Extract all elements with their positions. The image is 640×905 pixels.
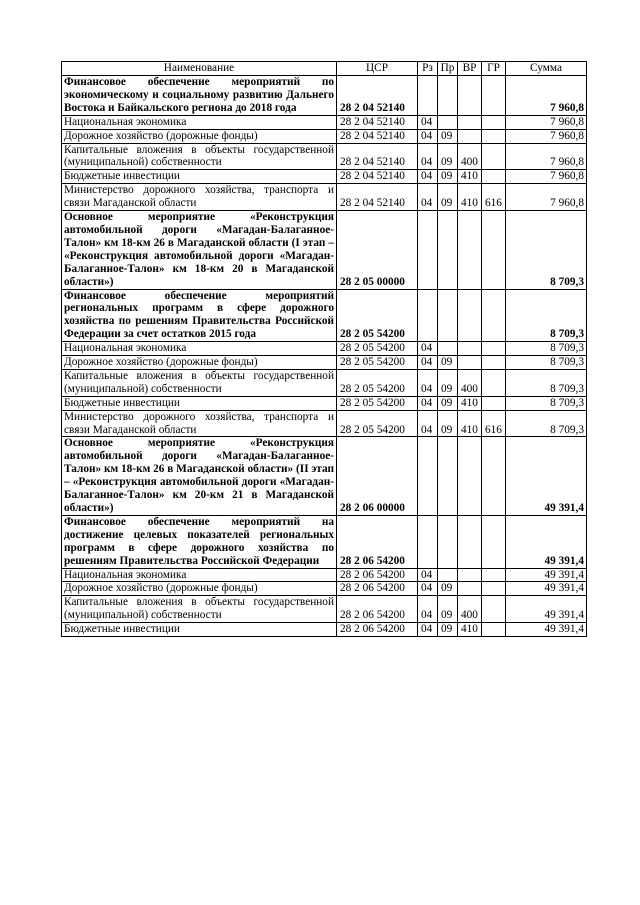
cell-name: Министерство дорожного хозяйства, транспорта и связи Магаданской области [62,184,337,211]
cell-gr [482,596,506,623]
cell-vr [458,568,482,582]
table-row [62,596,587,623]
cell-sum: 49 391,4 [506,437,587,515]
cell-gr [482,515,506,568]
cell-name: Основное мероприятие «Реконструкция автомобильной дороги «Магадан-Балаганное-Талон» км 18-км 26 в Магаданской области (I этап – «Реконструкция автомобильной дороги «Магадан-Балаганное-Талон» км 18-км 20 в Магаданской области») [62,211,337,289]
cell-rz [418,437,438,515]
cell-gr [482,396,506,410]
cell-sum: 49 391,4 [506,515,587,568]
table-row [62,211,587,289]
cell-rz: 04 [418,129,438,143]
cell-gr [482,582,506,596]
cell-gr [482,568,506,582]
cell-gr [482,369,506,396]
cell-gr [482,129,506,143]
cell-vr [458,342,482,356]
table-row [62,568,587,582]
header-row [62,62,587,76]
cell-gr [482,143,506,170]
cell-pr [438,76,458,116]
cell-csr: 28 2 05 54200 [337,369,418,396]
table-row [62,396,587,410]
cell-sum: 7 960,8 [506,143,587,170]
table-row [62,369,587,396]
cell-gr [482,115,506,129]
cell-rz: 04 [418,596,438,623]
cell-gr [482,342,506,356]
cell-vr: 410 [458,184,482,211]
table-row [62,76,587,116]
table-row [62,170,587,184]
cell-pr [438,515,458,568]
table-row [62,184,587,211]
cell-gr [482,76,506,116]
cell-rz: 04 [418,115,438,129]
cell-csr: 28 2 05 00000 [337,211,418,289]
cell-csr: 28 2 06 54200 [337,582,418,596]
table-row [62,115,587,129]
header-sum: Сумма [506,62,587,76]
cell-name: Министерство дорожного хозяйства, транспорта и связи Магаданской области [62,410,337,437]
cell-vr [458,76,482,116]
cell-sum: 49 391,4 [506,582,587,596]
cell-sum: 8 709,3 [506,410,587,437]
cell-rz: 04 [418,143,438,170]
cell-rz: 04 [418,396,438,410]
cell-pr: 09 [438,596,458,623]
cell-pr: 09 [438,170,458,184]
cell-sum: 49 391,4 [506,623,587,637]
table-row [62,289,587,342]
cell-name: Финансовое обеспечение мероприятий по экономическому и социальному развитию Дальнего Востока и Байкальского региона до 2018 года [62,76,337,116]
cell-pr: 09 [438,129,458,143]
cell-gr [482,170,506,184]
cell-csr: 28 2 06 54200 [337,568,418,582]
cell-name: Капитальные вложения в объекты государственной (муниципальной) собственности [62,369,337,396]
cell-name: Капитальные вложения в объекты государственной (муниципальной) собственности [62,143,337,170]
cell-pr [438,568,458,582]
cell-pr [438,115,458,129]
cell-csr: 28 2 05 54200 [337,396,418,410]
cell-csr: 28 2 05 54200 [337,289,418,342]
cell-csr: 28 2 06 54200 [337,596,418,623]
cell-gr [482,289,506,342]
cell-rz [418,515,438,568]
cell-rz: 04 [418,410,438,437]
table-row [62,437,587,515]
header-vr: ВР [458,62,482,76]
cell-pr [438,211,458,289]
cell-sum: 7 960,8 [506,115,587,129]
cell-csr: 28 2 05 54200 [337,356,418,370]
cell-name: Дорожное хозяйство (дорожные фонды) [62,582,337,596]
cell-name: Национальная экономика [62,342,337,356]
table-row [62,356,587,370]
cell-csr: 28 2 06 00000 [337,437,418,515]
cell-vr: 410 [458,170,482,184]
cell-vr [458,129,482,143]
cell-rz [418,76,438,116]
cell-csr: 28 2 04 52140 [337,184,418,211]
table-body [62,76,587,637]
cell-sum: 8 709,3 [506,211,587,289]
cell-sum: 7 960,8 [506,184,587,211]
table-row [62,143,587,170]
cell-name: Капитальные вложения в объекты государственной (муниципальной) собственности [62,596,337,623]
cell-name: Бюджетные инвестиции [62,170,337,184]
cell-pr [438,437,458,515]
cell-rz: 04 [418,356,438,370]
cell-vr: 400 [458,596,482,623]
cell-sum: 8 709,3 [506,342,587,356]
header-name: Наименование [62,62,337,76]
cell-pr: 09 [438,582,458,596]
cell-sum: 8 709,3 [506,356,587,370]
cell-gr [482,437,506,515]
cell-gr [482,211,506,289]
cell-rz: 04 [418,342,438,356]
cell-pr [438,289,458,342]
table-row [62,129,587,143]
cell-sum: 7 960,8 [506,76,587,116]
cell-gr: 616 [482,184,506,211]
cell-sum: 49 391,4 [506,596,587,623]
cell-sum: 49 391,4 [506,568,587,582]
cell-sum: 8 709,3 [506,396,587,410]
table-row [62,582,587,596]
cell-name: Национальная экономика [62,115,337,129]
table-row [62,623,587,637]
cell-gr [482,623,506,637]
cell-rz [418,211,438,289]
cell-vr [458,115,482,129]
cell-pr: 09 [438,184,458,211]
cell-vr: 400 [458,369,482,396]
cell-name: Финансовое обеспечение мероприятий на достижение целевых показателей региональных программ в сфере дорожного хозяйства по решениям Правительства Российской Федерации [62,515,337,568]
cell-vr [458,356,482,370]
cell-csr: 28 2 05 54200 [337,342,418,356]
header-rz: Рз [418,62,438,76]
cell-vr: 410 [458,623,482,637]
cell-csr: 28 2 04 52140 [337,143,418,170]
cell-vr [458,437,482,515]
table-row [62,515,587,568]
cell-gr: 616 [482,410,506,437]
cell-vr: 410 [458,410,482,437]
cell-pr: 09 [438,623,458,637]
cell-vr [458,211,482,289]
cell-rz: 04 [418,369,438,396]
table-row [62,342,587,356]
cell-vr: 410 [458,396,482,410]
cell-pr [438,342,458,356]
cell-sum: 8 709,3 [506,369,587,396]
table-row [62,410,587,437]
cell-name: Дорожное хозяйство (дорожные фонды) [62,356,337,370]
cell-csr: 28 2 06 54200 [337,623,418,637]
cell-rz [418,289,438,342]
cell-rz: 04 [418,170,438,184]
cell-csr: 28 2 04 52140 [337,129,418,143]
cell-rz: 04 [418,184,438,211]
cell-pr: 09 [438,356,458,370]
cell-name: Основное мероприятие «Реконструкция автомобильной дороги «Магадан-Балаганное-Талон» км 18-км 26 в Магаданской области» (II этап – «Реконструкция автомобильной дороги «Магадан-Балаганное-Талон» км 20-км 21 в Магаданской области») [62,437,337,515]
cell-csr: 28 2 06 54200 [337,515,418,568]
cell-sum: 7 960,8 [506,129,587,143]
cell-vr [458,289,482,342]
cell-vr [458,515,482,568]
cell-name: Финансовое обеспечение мероприятий региональных программ в сфере дорожного хозяйства по решениям Правительства Российской Федерации за счет остатков 2015 года [62,289,337,342]
cell-pr: 09 [438,143,458,170]
header-pr: Пр [438,62,458,76]
cell-name: Бюджетные инвестиции [62,396,337,410]
cell-pr: 09 [438,396,458,410]
cell-vr: 400 [458,143,482,170]
cell-sum: 8 709,3 [506,289,587,342]
cell-pr: 09 [438,369,458,396]
header-gr: ГР [482,62,506,76]
cell-vr [458,582,482,596]
budget-table [61,61,587,637]
cell-gr [482,356,506,370]
cell-rz: 04 [418,623,438,637]
cell-rz: 04 [418,582,438,596]
cell-csr: 28 2 05 54200 [337,410,418,437]
cell-rz: 04 [418,568,438,582]
cell-sum: 7 960,8 [506,170,587,184]
header-csr: ЦСР [337,62,418,76]
cell-csr: 28 2 04 52140 [337,76,418,116]
cell-name: Бюджетные инвестиции [62,623,337,637]
cell-csr: 28 2 04 52140 [337,170,418,184]
cell-name: Дорожное хозяйство (дорожные фонды) [62,129,337,143]
cell-name: Национальная экономика [62,568,337,582]
cell-csr: 28 2 04 52140 [337,115,418,129]
cell-pr: 09 [438,410,458,437]
